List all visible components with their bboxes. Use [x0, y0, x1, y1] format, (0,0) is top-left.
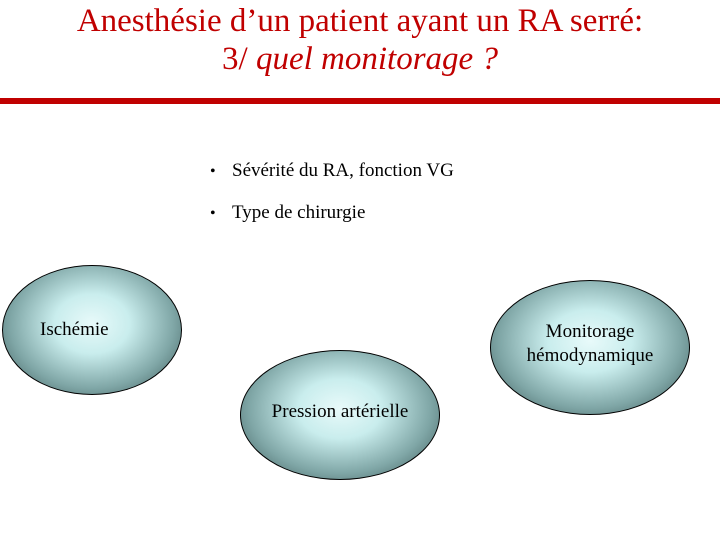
title-divider — [0, 98, 720, 104]
monitorage-label-line-2: hémodynamique — [526, 345, 654, 366]
pression-label: Pression artérielle — [271, 401, 409, 422]
bullet-text: Type de chirurgie — [232, 202, 366, 223]
bullet-list — [210, 160, 454, 244]
monitorage-label-line-1: Monitorage — [545, 321, 635, 342]
title-line-2 — [0, 40, 720, 78]
title-line-2-italic: quel monitorage ? — [255, 41, 498, 77]
bullet-item — [210, 160, 454, 182]
title-line-2-prefix: 3/ — [222, 41, 256, 77]
bullet-icon: • — [210, 163, 216, 180]
bullet-item — [210, 202, 454, 224]
slide-title — [0, 2, 720, 78]
ischemie-label: Ischémie — [40, 319, 109, 340]
bullet-text: Sévérité du RA, fonction VG — [232, 160, 454, 181]
title-line-1: Anesthésie d’un patient ayant un RA serré: — [76, 3, 644, 39]
monitorage-label — [500, 320, 680, 368]
bullet-icon: • — [210, 205, 216, 222]
